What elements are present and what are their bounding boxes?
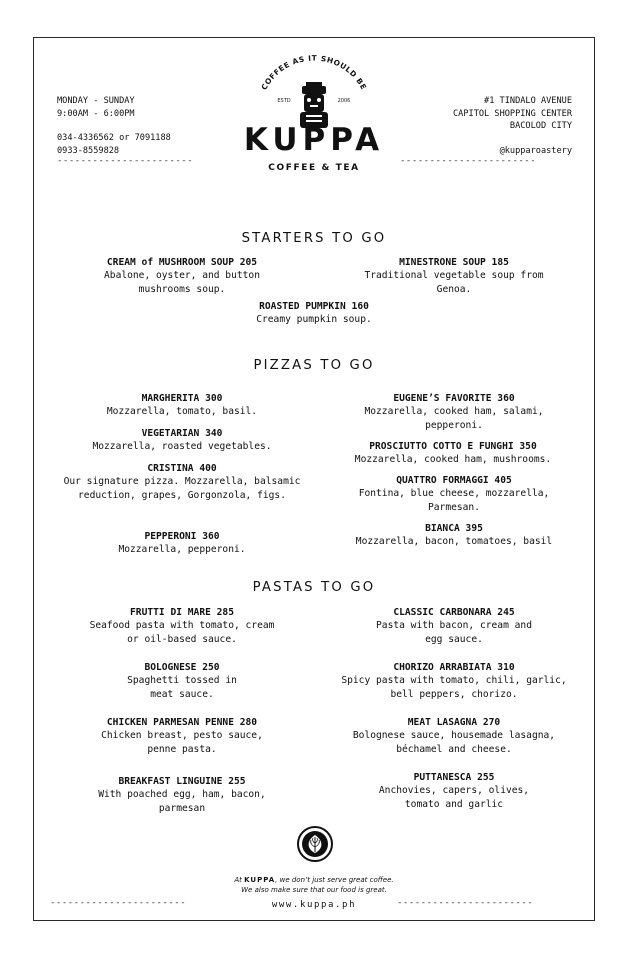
item-name: MINESTRONE SOUP 185 bbox=[399, 257, 509, 268]
website-link[interactable]: www.kuppa.ph bbox=[271, 900, 357, 910]
item-desc: Spaghetti tossed in meat sauce. bbox=[127, 675, 237, 700]
hours-contact bbox=[57, 95, 171, 157]
item-name: ROASTED PUMPKIN 160 bbox=[259, 301, 369, 312]
latte-art-cup-icon bbox=[296, 824, 334, 864]
address-block bbox=[453, 95, 572, 157]
item-desc: Mozzarella, bacon, tomatoes, basil bbox=[355, 536, 553, 547]
menu-item bbox=[57, 716, 307, 756]
header-divider-right: ----------------------- bbox=[400, 156, 537, 166]
logo-emblem bbox=[230, 52, 398, 132]
menu-item bbox=[329, 771, 579, 811]
item-desc: With poached egg, ham, bacon, parmesan bbox=[98, 789, 266, 814]
item-name: PEPPERONI 360 bbox=[144, 531, 220, 542]
footer-divider-left: ----------------------- bbox=[50, 898, 187, 908]
menu-item bbox=[57, 606, 307, 646]
menu-item bbox=[329, 716, 579, 756]
item-desc: Abalone, oyster, and button mushrooms soup. bbox=[104, 270, 260, 295]
brand-name: KUPPA bbox=[243, 122, 385, 158]
menu-item bbox=[329, 474, 579, 514]
footer-brand: KUPPA bbox=[244, 876, 276, 884]
address-line-3: BACOLOD CITY bbox=[509, 121, 572, 131]
item-name: QUATTRO FORMAGGI 405 bbox=[396, 475, 512, 486]
footer-line1: , we don’t just serve great coffee. bbox=[275, 876, 394, 884]
item-desc: Bolognese sauce, housemade lasagna, béchamel and cheese. bbox=[352, 730, 556, 755]
social-handle: @kupparoastery bbox=[499, 145, 572, 156]
footer-line2: We also make sure that our food is great. bbox=[241, 885, 387, 894]
item-name: BOLOGNESE 250 bbox=[144, 662, 220, 673]
menu-item bbox=[57, 530, 307, 557]
section-title-pizzas: PIZZAS TO GO bbox=[253, 358, 375, 373]
item-name: BIANCA 395 bbox=[425, 523, 483, 534]
item-desc: Mozzarella, tomato, basil. bbox=[106, 406, 258, 417]
menu-item bbox=[57, 427, 307, 454]
item-name: BREAKFAST LINGUINE 255 bbox=[118, 776, 246, 787]
item-name: PUTTANESCA 255 bbox=[413, 772, 495, 783]
menu-item bbox=[329, 522, 579, 549]
phone-mobile: 0933-8559828 bbox=[57, 145, 120, 156]
item-desc: Fontina, blue cheese, mozzarella, Parmesan. bbox=[358, 488, 550, 513]
menu-item bbox=[194, 300, 434, 327]
item-desc: Mozzarella, roasted vegetables. bbox=[92, 441, 272, 452]
menu-item bbox=[57, 661, 307, 701]
menu-item bbox=[57, 392, 307, 419]
menu-item bbox=[57, 775, 307, 815]
item-desc: Mozzarella, pepperoni. bbox=[118, 544, 246, 555]
section-title-pastas: PASTAS TO GO bbox=[252, 580, 376, 595]
menu-item bbox=[318, 440, 588, 467]
item-name: CHICKEN PARMESAN PENNE 280 bbox=[106, 717, 258, 728]
menu-item bbox=[329, 661, 579, 701]
menu-item bbox=[329, 392, 579, 432]
item-desc: Seafood pasta with tomato, cream or oil-based sauce. bbox=[89, 620, 275, 645]
header-divider-left: ----------------------- bbox=[57, 156, 194, 166]
item-name: FRUTTI DI MARE 285 bbox=[130, 607, 234, 618]
item-name: MARGHERITA 300 bbox=[141, 393, 223, 404]
footer-divider-right: ----------------------- bbox=[397, 898, 534, 908]
item-desc: Mozzarella, cooked ham, salami, pepperoni. bbox=[364, 406, 544, 431]
item-desc: Chicken breast, pesto sauce, penne pasta. bbox=[101, 730, 263, 755]
item-name: CHORIZO ARRABIATA 310 bbox=[393, 662, 515, 673]
item-name: VEGETARIAN 340 bbox=[141, 428, 223, 439]
item-name: MEAT LASAGNA 270 bbox=[407, 717, 501, 728]
menu-item bbox=[329, 256, 579, 296]
item-name: PROSCIUTTO COTTO E FUNGHI 350 bbox=[369, 441, 537, 452]
item-desc: Spicy pasta with tomato, chili, garlic, bell peppers, chorizo. bbox=[341, 675, 567, 700]
hours-time: 9:00AM - 6:00PM bbox=[57, 108, 135, 119]
item-name: CREAM of MUSHROOM SOUP 205 bbox=[106, 257, 258, 268]
address-line-2: CAPITOL SHOPPING CENTER bbox=[453, 108, 572, 119]
address-line-1: #1 TINDALO AVENUE bbox=[484, 96, 572, 106]
item-name: EUGENE’S FAVORITE 360 bbox=[393, 393, 515, 404]
item-desc: Our signature pizza. Mozzarella, balsamic reduction, grapes, Gorgonzola, figs. bbox=[63, 476, 301, 501]
hours-days: MONDAY - SUNDAY bbox=[57, 96, 135, 106]
logo-tagline: COFFEE AS IT SHOULD BE bbox=[259, 53, 369, 92]
item-desc: Mozzarella, cooked ham, mushrooms. bbox=[354, 454, 552, 465]
item-name: CRISTINA 400 bbox=[147, 463, 217, 474]
item-name: CLASSIC CARBONARA 245 bbox=[393, 607, 515, 618]
item-desc: Creamy pumpkin soup. bbox=[256, 314, 372, 325]
phone-landline: 034-4336562 or 7091188 bbox=[57, 133, 171, 143]
menu-item bbox=[57, 462, 307, 502]
item-desc: Pasta with bacon, cream and egg sauce. bbox=[376, 620, 532, 645]
brand-subtitle: COFFEE & TEA bbox=[268, 163, 360, 173]
section-title-starters: STARTERS TO GO bbox=[241, 231, 387, 246]
footer-note bbox=[0, 876, 628, 895]
logo-year: 2006 bbox=[337, 98, 351, 104]
menu-item bbox=[329, 606, 579, 646]
logo-estd: ESTD bbox=[277, 98, 291, 104]
footer-at: At bbox=[234, 876, 242, 884]
menu-item bbox=[57, 256, 307, 296]
item-desc: Traditional vegetable soup from Genoa. bbox=[364, 270, 544, 295]
item-desc: Anchovies, capers, olives, tomato and garlic bbox=[378, 785, 530, 810]
